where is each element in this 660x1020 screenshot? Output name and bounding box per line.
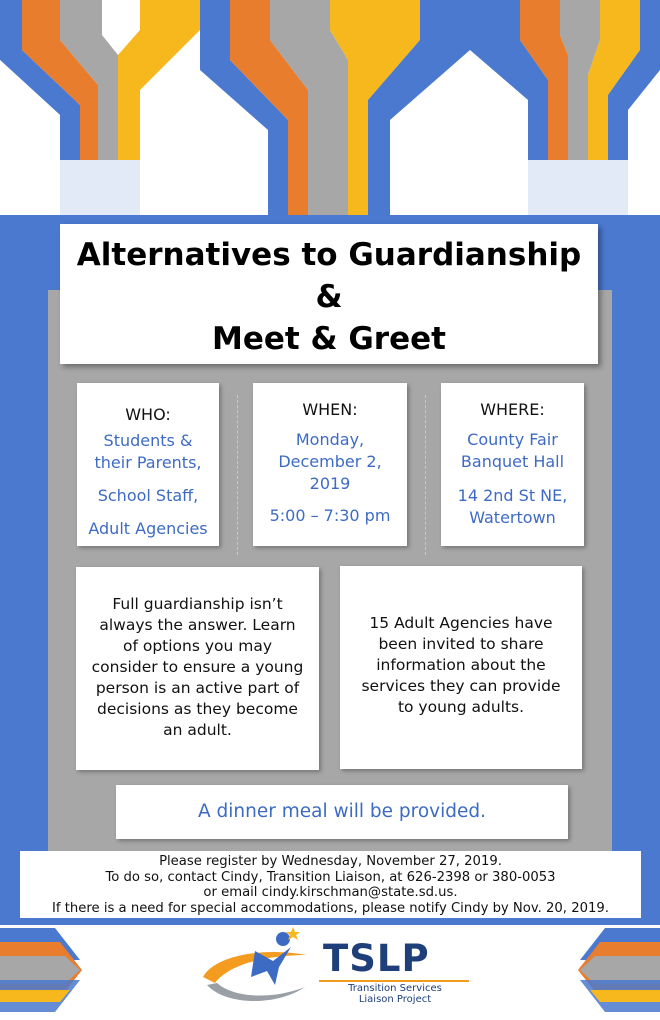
text-line: person is an active part of (95, 679, 300, 697)
when-card (253, 383, 407, 546)
divider (237, 395, 238, 555)
guardianship-card (76, 567, 319, 770)
text-line: decisions as they become (97, 700, 298, 718)
logo-subtitle-line: Transition Services (348, 983, 442, 994)
when-item: December 2, (278, 452, 382, 471)
where-item: County Fair (467, 430, 558, 449)
text-line: of options you may (122, 637, 273, 655)
when-item: Monday, (295, 430, 365, 449)
dinner-card (116, 785, 568, 839)
registration-info (20, 851, 641, 918)
when-item: 2019 (309, 474, 351, 493)
text-line: services they can provide (361, 677, 561, 695)
who-item: Adult Agencies (88, 519, 208, 538)
who-heading: WHO: (125, 405, 171, 424)
title-line-1: Alternatives to Guardianship (76, 237, 582, 273)
divider (425, 395, 426, 555)
text-line: consider to ensure a young (91, 658, 304, 676)
dinner-text: A dinner meal will be provided. (197, 801, 487, 822)
tslp-logo (195, 925, 495, 1015)
text-line: an adult. (163, 721, 232, 739)
logo-subtitle (325, 983, 465, 1005)
where-heading: WHERE: (480, 400, 545, 419)
text-line: been invited to share (378, 635, 544, 653)
text-line: information about the (376, 656, 546, 674)
where-card (441, 383, 584, 546)
title-box (60, 224, 598, 364)
when-heading: WHEN: (302, 400, 358, 419)
footer-line: or email cindy.kirschman@state.sd.us. (203, 885, 458, 900)
footer-line: Please register by Wednesday, November 27, 2019. (159, 854, 502, 869)
who-item: School Staff, (97, 486, 199, 505)
who-card (77, 383, 219, 546)
logo-subtitle-line: Liaison Project (358, 994, 432, 1005)
title-line-2: & (315, 279, 343, 315)
text-line: Full guardianship isn’t (112, 595, 283, 613)
decorative-chevrons-right (545, 920, 660, 1020)
text-line: to young adults. (397, 698, 525, 716)
logo-acronym: TSLP (323, 937, 430, 980)
decorative-banner (0, 0, 660, 215)
where-item: Watertown (469, 508, 556, 527)
who-item: Students & (103, 431, 193, 450)
text-line: 15 Adult Agencies have (369, 614, 553, 632)
person-star-swoosh-icon (195, 925, 320, 1015)
title-line-3: Meet & Greet (212, 321, 446, 357)
text-line: always the answer. Learn (99, 616, 296, 634)
agencies-card (340, 566, 582, 769)
where-item: Banquet Hall (460, 452, 565, 471)
who-item: their Parents, (94, 453, 202, 472)
logo-rule (319, 980, 469, 982)
footer-line: If there is a need for special accommodations, please notify Cindy by Nov. 20, 2019. (52, 900, 609, 916)
where-item: 14 2nd St NE, (457, 486, 568, 505)
decorative-chevrons-left (0, 920, 115, 1020)
when-item: 5:00 – 7:30 pm (269, 506, 391, 525)
footer-line: To do so, contact Cindy, Transition Liaison, at 626-2398 or 380-0053 (105, 869, 556, 885)
